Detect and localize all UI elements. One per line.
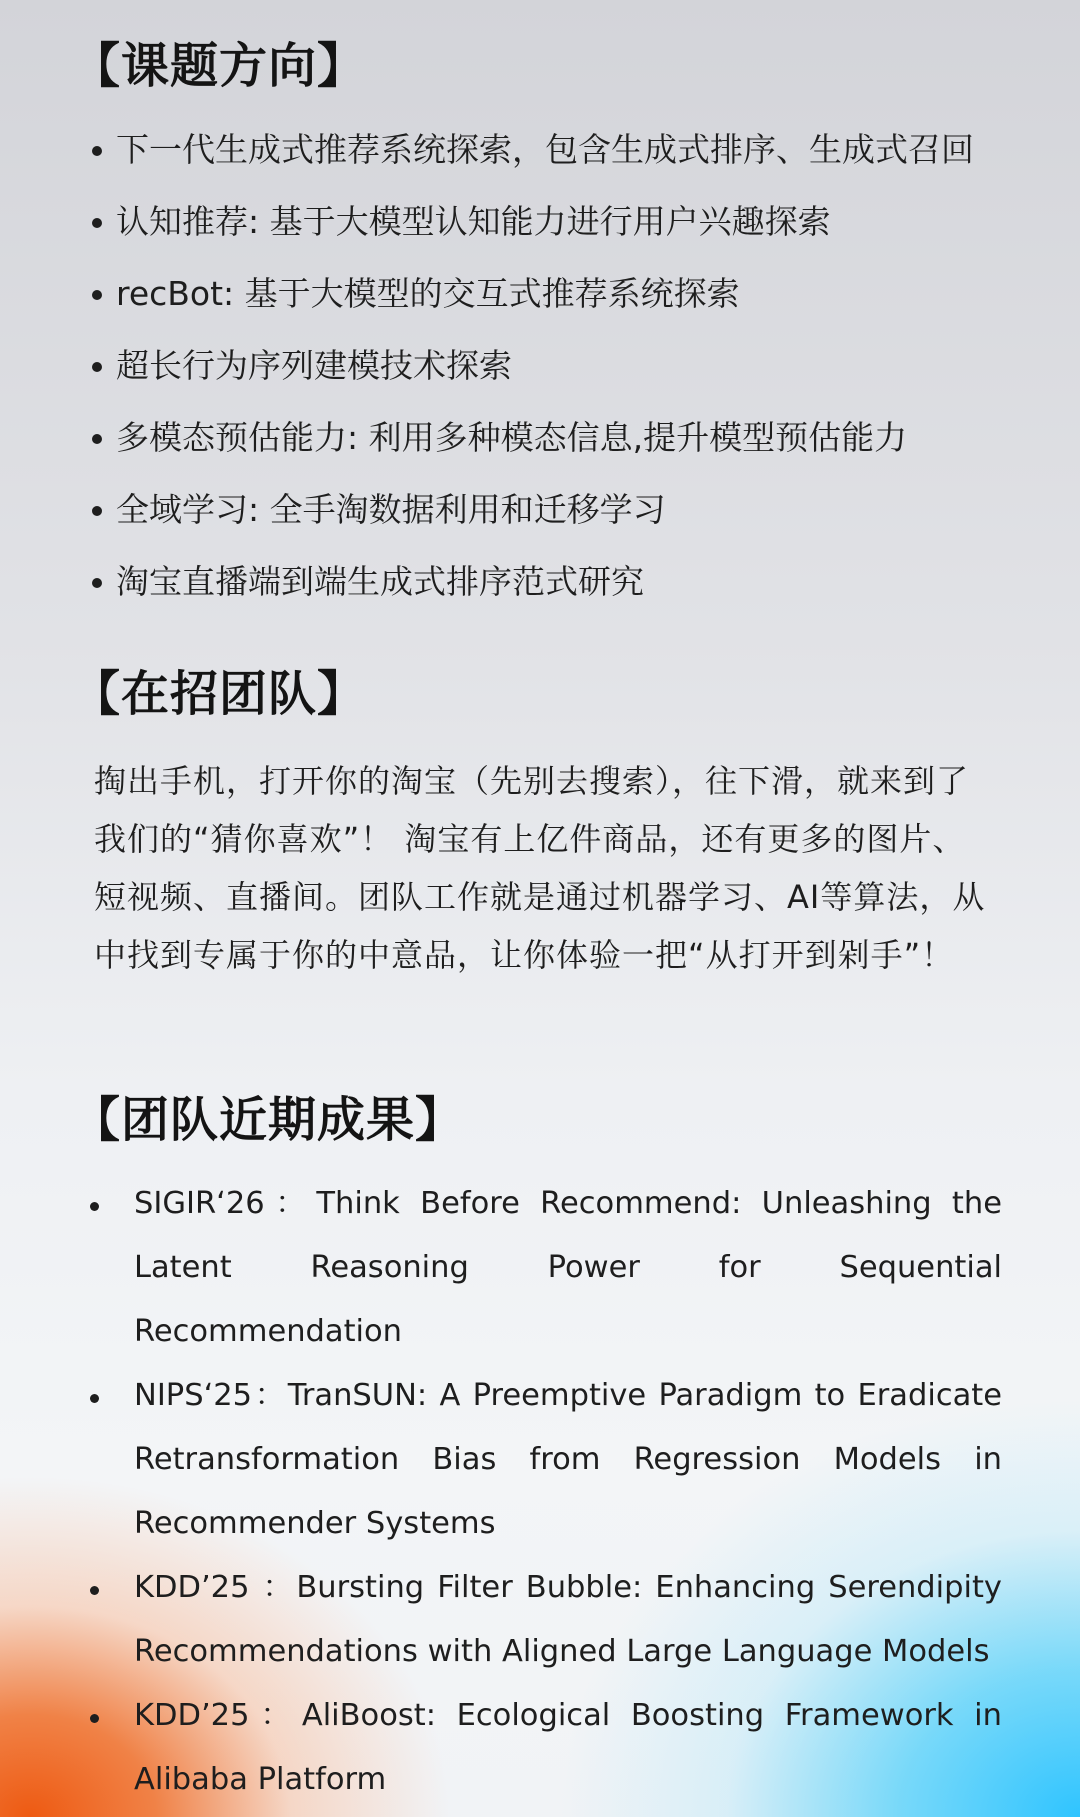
topic-item: recBot: 基于大模型的交互式推荐系统探索	[92, 258, 974, 330]
team-description: 掏出手机，打开你的淘宝（先别去搜索），往下滑，就来到了我们的“猜你喜欢”！ 淘宝有上亿件商品，还有更多的图片、短视频、直播间。团队工作就是通过机器学习、AI等算法，从中找到专属于你的中意品，让你体验一把“从打开到剁手”！	[94, 762, 986, 974]
team-heading: 【在招团队】	[72, 666, 367, 722]
topic-item: 多模态预估能力: 利用多种模态信息,提升模型预估能力	[92, 402, 974, 474]
paper-item: KDD’25 ：Bursting Filter Bubble: Enhancing Serendipity Recommendations with Aligned Large Language Models	[82, 1556, 1002, 1684]
paper-item: SIGIR‘26：Think Before Recommend: Unleashing the Latent Reasoning Power for Sequential Recommendation	[82, 1172, 1002, 1364]
paper-item: NIPS‘25：TranSUN: A Preemptive Paradigm to Eradicate Retransformation Bias from Regression Models in Recommender Systems	[82, 1364, 1002, 1556]
topic-item: 下一代生成式推荐系统探索，包含生成式排序、生成式召回	[92, 114, 974, 186]
topics-list	[92, 114, 974, 618]
achievements-heading: 【团队近期成果】	[72, 1092, 465, 1148]
topic-item: 全域学习: 全手淘数据利用和迁移学习	[92, 474, 974, 546]
topic-item: 认知推荐: 基于大模型认知能力进行用户兴趣探索	[92, 186, 974, 258]
topics-heading: 【课题方向】	[72, 38, 367, 94]
topic-item: 超长行为序列建模技术探索	[92, 330, 974, 402]
topic-item: 淘宝直播端到端生成式排序范式研究	[92, 546, 974, 618]
paper-item: KDD’25：AliBoost: Ecological Boosting Framework in Alibaba Platform	[82, 1684, 1002, 1812]
achievements-list	[82, 1172, 1002, 1812]
